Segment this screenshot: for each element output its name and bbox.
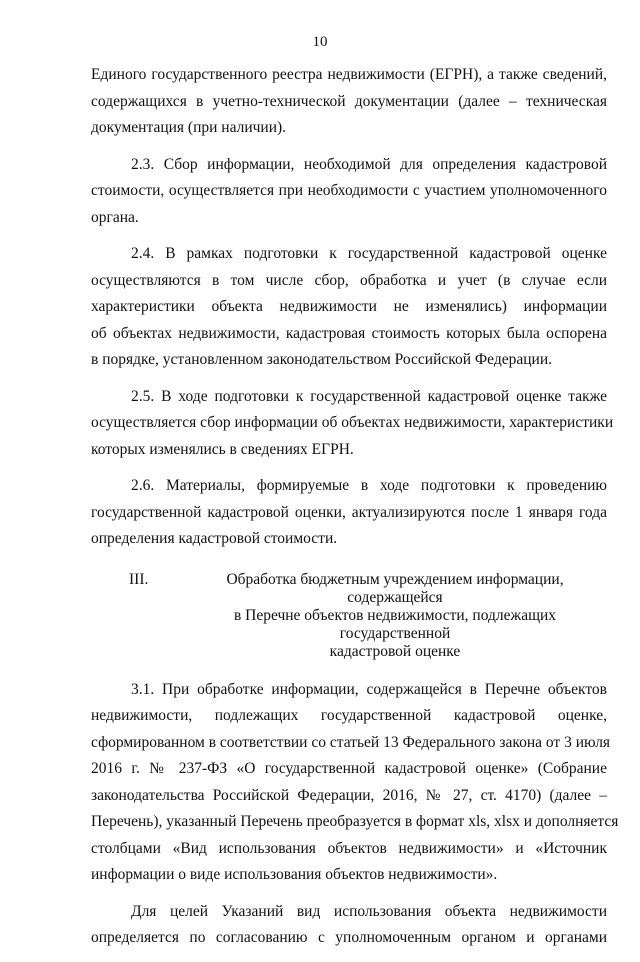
text-line: осуществляются в том числе сбор, обработка и учет (в случае если bbox=[91, 271, 607, 289]
text-line: об объектах недвижимости, кадастровая стоимость которых была оспорена bbox=[91, 324, 607, 342]
text-line: определения кадастровой стоимости. bbox=[91, 530, 338, 547]
text-line: которых изменялись в сведениях ЕГРН. bbox=[91, 440, 354, 458]
paragraph-2-6 bbox=[91, 473, 607, 553]
text-line: столбцами «Вид использования объектов недвижимости» и «Источник bbox=[91, 839, 607, 857]
text-line: сформированном в соответствии со статьей 13 Федерального закона от 3 июля bbox=[91, 733, 611, 751]
text-line: недвижимости, подлежащих государственной кадастровой оценке, bbox=[91, 707, 607, 724]
text-line: определяется по согласованию с уполномоченным органом и органами bbox=[91, 929, 607, 946]
text-line: 2.3. Сбор информации, необходимой для определения кадастровой bbox=[131, 155, 607, 173]
text-line: осуществляется сбор информации об объектах недвижимости, характеристики bbox=[91, 414, 614, 431]
text-line: стоимости, осуществляется при необходимости с участием уполномоченного bbox=[91, 182, 607, 199]
text-line: 2.6. Материалы, формируемые в ходе подготовки к проведению bbox=[131, 477, 607, 494]
section-title-line: Обработка бюджетным учреждением информации, содержащейся bbox=[226, 570, 564, 606]
paragraph-3-1 bbox=[91, 677, 619, 889]
paragraph-purpose bbox=[91, 899, 607, 952]
paragraph-2-4 bbox=[91, 241, 607, 374]
text-line: государственной кадастровой оценки, актуализируются после 1 января года bbox=[91, 503, 607, 521]
section-title-line: в Перечне объектов недвижимости, подлежащих государственной bbox=[233, 606, 557, 642]
text-line: характеристики объекта недвижимости не изменялись) информации bbox=[91, 298, 607, 315]
text-line: содержащихся в учетно-технической документации (далее – техническая bbox=[91, 92, 607, 110]
text-line: Единого государственного реестра недвижимости (ЕГРН), а также сведений, bbox=[91, 66, 607, 83]
paragraph-intro bbox=[91, 62, 607, 142]
text-line: органа. bbox=[91, 208, 139, 226]
paragraph-2-3 bbox=[91, 152, 607, 232]
text-line: 2.4. В рамках подготовки к государственной кадастровой оценке bbox=[131, 245, 607, 262]
text-line: Для целей Указаний вид использования объекта недвижимости bbox=[131, 902, 607, 920]
text-line: документация (при наличии). bbox=[91, 119, 287, 136]
section-number: III. bbox=[129, 570, 149, 588]
text-line: в порядке, установленном законодательством Российской Федерации. bbox=[91, 351, 553, 368]
document-body bbox=[91, 62, 619, 962]
paragraph-2-5 bbox=[91, 384, 614, 464]
text-line: 2016 г. № 237-ФЗ «О государственной кадастровой оценке» (Собрание bbox=[91, 760, 607, 777]
text-line: информации о виде использования объектов недвижимости». bbox=[91, 866, 498, 883]
text-line: законодательства Российской Федерации, 2016, № 27, ст. 4170) (далее – bbox=[91, 786, 607, 804]
text-line: 3.1. При обработке информации, содержащейся в Перечне объектов bbox=[131, 680, 607, 698]
text-line: 2.5. В ходе подготовки к государственной кадастровой оценке также bbox=[131, 387, 607, 405]
page-number: 10 bbox=[312, 34, 328, 50]
section-title-line: кадастровой оценке bbox=[329, 642, 461, 660]
text-line: Перечень), указанный Перечень преобразуется в формат xls, xlsx и дополняется bbox=[91, 813, 619, 830]
section-heading bbox=[91, 571, 607, 661]
